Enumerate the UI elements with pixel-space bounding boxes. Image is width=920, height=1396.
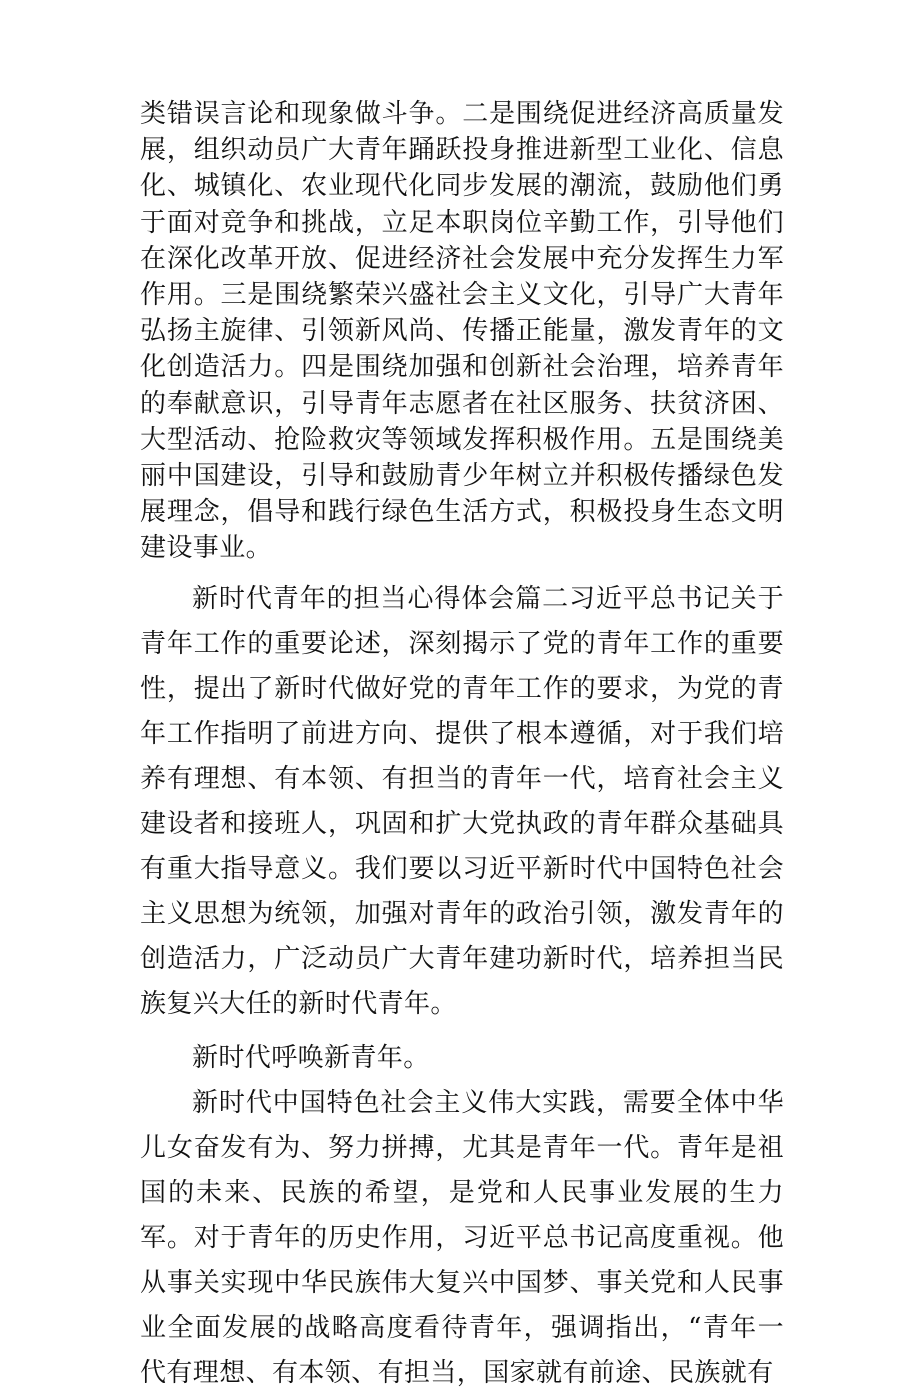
paragraph-continued: 类错误言论和现象做斗争。二是围绕促进经济高质量发展，组织动员广大青年踊跃投身推进新型工业化、信息化、城镇化、农业现代化同步发展的潮流，鼓励他们勇于面对竞争和挑战，立足本职岗位辛勤工作，引导他们在深化改革开放、促进经济社会发展中充分发挥生力军作用。三是围绕繁荣兴盛社会主义文化，引导广大青年弘扬主旋律、引领新风尚、传播正能量，激发青年的文化创造活力。四是围绕加强和创新社会治理，培养青年的奉献意识，引导青年志愿者在社区服务、扶贫济困、大型活动、抢险救灾等领域发挥积极作用。五是围绕美丽中国建设，引导和鼓励青少年树立并积极传播绿色发展理念，倡导和践行绿色生活方式，积极投身生态文明建设事业。: [140, 99, 784, 564]
section-heading: 新时代呼唤新青年。: [192, 1042, 430, 1073]
document-page: [140, 96, 784, 1396]
paragraph-essay-two: 新时代青年的担当心得体会篇二习近平总书记关于青年工作的重要论述，深刻揭示了党的青年工作的重要性，提出了新时代做好党的青年工作的要求，为党的青年工作指明了前进方向、提供了根本遵循，对于我们培养有理想、有本领、有担当的青年一代，培育社会主义建设者和接班人，巩固和扩大党执政的青年群众基础具有重大指导意义。我们要以习近平新时代中国特色社会主义思想为统领，加强对青年的政治引领，激发青年的创造活力，广泛动员广大青年建功新时代，培养担当民族复兴大任的新时代青年。: [140, 583, 784, 1019]
paragraph-new-era: 新时代中国特色社会主义伟大实践，需要全体中华儿女奋发有为、努力拼搏，尤其是青年一代。青年是祖国的未来、民族的希望，是党和人民事业发展的生力军。对于青年的历史作用，习近平总书记高度重视。他从事关实现中华民族伟大复兴中国梦、事关党和人民事业全面发展的战略高度看待青年，强调指出，“青年一代有理想、有本领、有担当，国家就有前途、民族就有: [140, 1087, 784, 1388]
